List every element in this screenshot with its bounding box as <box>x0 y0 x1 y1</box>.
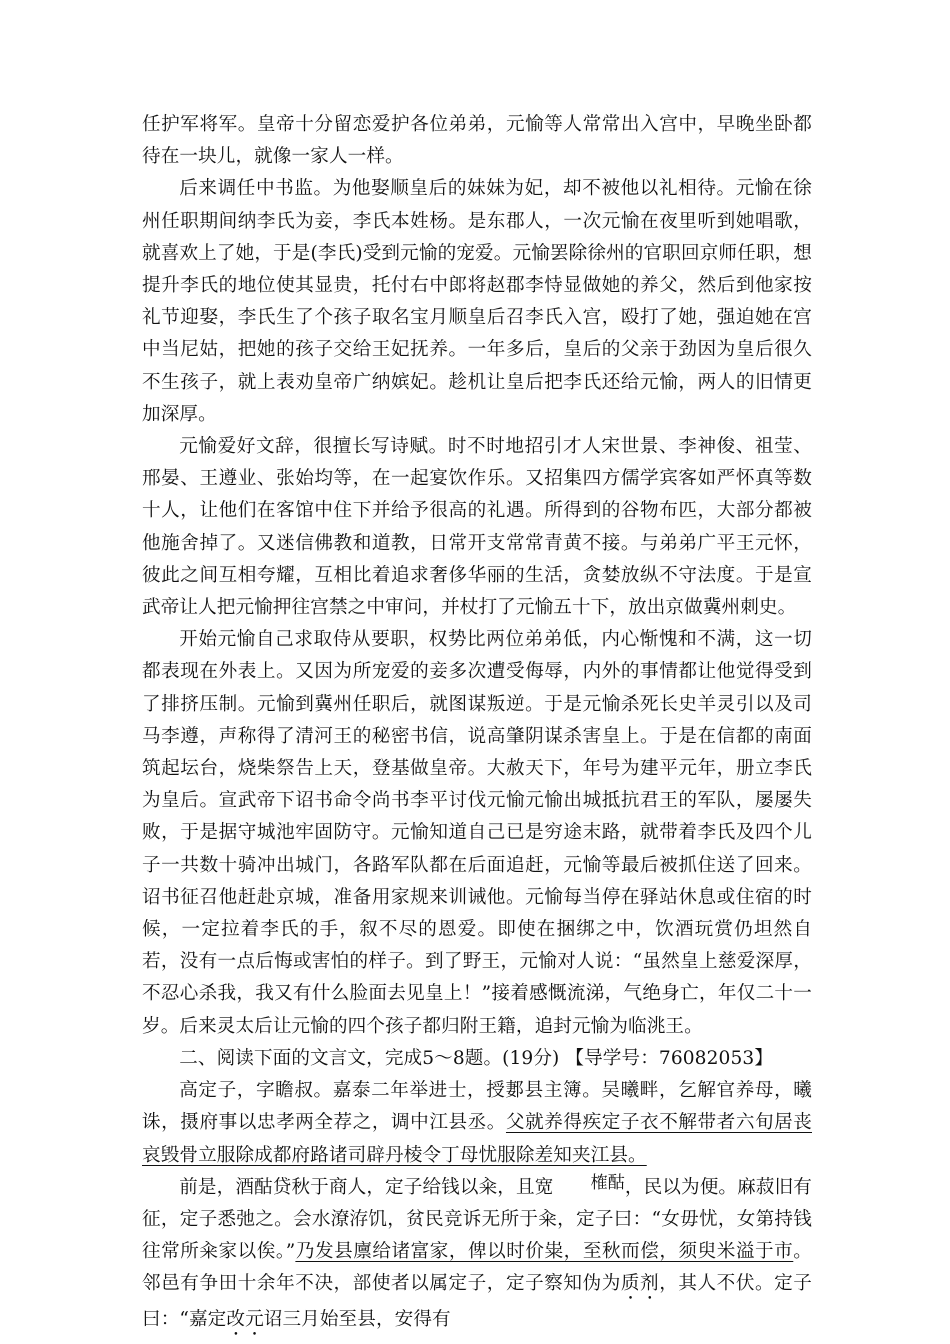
raised-term: 榷酤 <box>590 1172 625 1193</box>
classical-text-paragraph-1 <box>142 1075 812 1172</box>
classical-text-plain: ，其人不伏。定子曰：“嘉定 <box>142 1273 812 1331</box>
dotted-term: 改元 <box>226 1309 264 1331</box>
paragraph-1: 任护军将军。皇帝十分留恋爱护各位弟弟，元愉等人常常出入宫中，早晚坐卧都待在一块儿，就像一家人一样。 <box>142 114 812 168</box>
classical-text-plain: 高定子，字瞻叔。嘉泰二年举进士，授郪县主簿。吴曦畔，乞解官养母，曦诛，摄府事以忠孝两全荐之，调中江县丞。 <box>142 1080 812 1134</box>
paragraph-2: 后来调任中书监。为他娶顺皇后的妹妹为妃，却不被他以礼相待。元愉在徐州任职期间纳李氏为妾，李氏本姓杨。是东郡人，一次元愉在夜里听到她唱歌，就喜欢上了她，于是(李氏)受到元愉的宠爱。元愉罢除徐州的官职回京师任职，想提升李氏的地位使其显贵，托付右中郎将赵郡李恃显做她的养父，然后到他家按礼节迎娶，李氏生了个孩子取名宝月顺皇后召李氏入宫，殴打了她，强迫她在宫中当尼姑，把她的孩子交给王妃抚养。一年多后，皇后的父亲于劲因为皇后很久不生孩子，就上表劝皇帝广纳嫔妃。趁机让皇后把李氏还给元愉，两人的旧情更加深厚。 <box>142 178 812 425</box>
underlined-sentence: 乃发县廪给诸富家，俾以时价粜，至秋而偿，须臾米溢于市 <box>295 1241 794 1263</box>
paragraph-3: 元愉爱好文辞，很擅长写诗赋。时不时地招引才人宋世景、李神俊、祖莹、邢晏、王遵业、张始均等，在一起宴饮作乐。又招集四方儒学宾客如严怀真等数十人，让他们在客馆中住下并给予很高的礼遇。所得到的谷物布匹，大部分都被他施舍掉了。又迷信佛教和道教，日常开支常常青黄不接。与弟弟广平王元怀，彼此之间互相夸耀，互相比着追求奢侈华丽的生活，贪婪放纵不守法度。于是宣武帝让人把元愉押往宫禁之中审问，并杖打了元愉五十下，放出京做冀州刺史。 <box>142 436 812 619</box>
dotted-term: 质剂 <box>620 1273 660 1295</box>
classical-text-plain: 。邻邑有争田十余年不决，部使者以属定子，定子察知伪为 <box>142 1241 812 1295</box>
classical-text-paragraph-2 <box>142 1172 812 1341</box>
paragraph-4: 开始元愉自己求取侍从要职，权势比两位弟弟低，内心惭愧和不满，这一切都表现在外表上。又因为所宠爱的妾多次遭受侮辱，内外的事情都让他觉得受到了排挤压制。元愉到冀州任职后，就图谋叛逆。于是元愉杀死长史羊灵引以及司马李遵，声称得了清河王的秘密书信，说高肇阴谋杀害皇上。于是在信都的南面筑起坛台，烧柴祭告上天，登基做皇帝。大赦天下，年号为建平元年，册立李氏为皇后。宣武帝下诏书命令尚书李平讨伐元愉元愉出城抵抗君王的军队，屡屡失败，于是据守城池牢固防守。元愉知道自己已是穷途末路，就带着李氏及四个儿子一共数十骑冲出城门，各路军队都在后面追赶，元愉等最后被抓住送了回来。诏书征召他赶赴京城，准备用家规来训诫他。元愉每当停在驿站休息或住宿的时候，一定拉着李氏的手，叙不尽的恩爱。即使在捆绑之中，饮酒玩赏仍坦然自若，没有一点后悔或害怕的样子。到了野王，元愉对人说：“虽然皇上慈爱深厚，不忍心杀我，我又有什么脸面去见皇上！”接着感慨流涕，气绝身亡，年仅二十一岁。后来灵太后让元愉的四个孩子都归附王籍，追封元愉为临洮王。 <box>142 629 812 1037</box>
question-heading: 二、阅读下面的文言文，完成5～8题。(19分) 【导学号：76082053】 <box>179 1047 774 1069</box>
classical-text-plain: 诏三月始至县，安得有 <box>263 1309 451 1331</box>
underlined-sentence: 父就养得疾定子衣不解带者六旬居丧哀毁骨立服除成都府路诸司辟丹棱令丁母忧服除差知夹江县。 <box>142 1112 812 1166</box>
classical-text-plain: ，民以为便。麻菽旧有征，定子悉弛之。会水潦洊饥，贫民竞诉无所于籴，定子曰：“女毋忧，女第持钱往常所籴家以俟。” <box>142 1176 812 1263</box>
document-page <box>142 109 812 1340</box>
classical-text-plain: 前是，酒酤贷秋于商人，定子给钱以籴，且宽 <box>179 1176 554 1198</box>
